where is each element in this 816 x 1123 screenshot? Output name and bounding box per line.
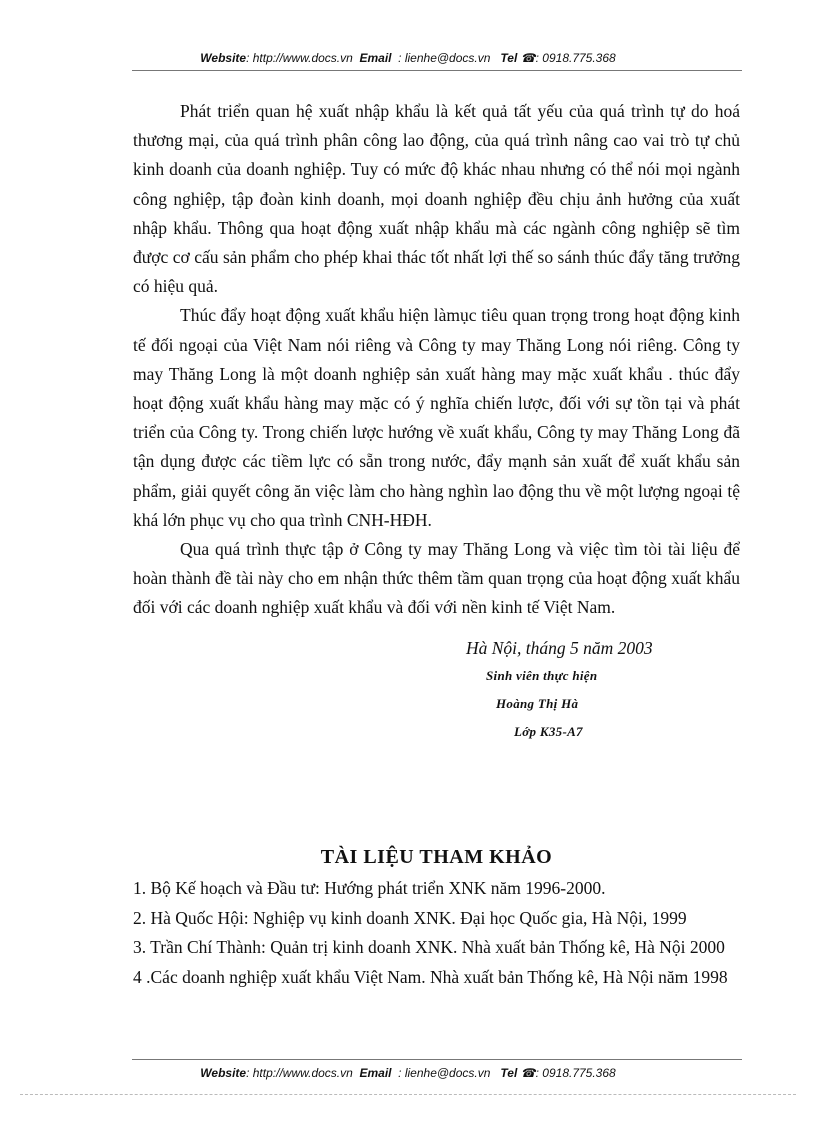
email-link[interactable]: : lienhe@docs.vn: [398, 51, 491, 65]
references-title: TÀI LIỆU THAM KHẢO: [320, 846, 553, 868]
footer-website-link[interactable]: : http://www.docs.vn: [246, 1066, 353, 1080]
page-break-line: [20, 1094, 796, 1095]
signature-role: Sinh viên thực hiện: [486, 668, 598, 683]
website-link[interactable]: : http://www.docs.vn: [246, 51, 353, 65]
reference-item: 2. Hà Quốc Hội: Nghiệp vụ kinh doanh XNK. Đại học Quốc gia, Hà Nội, 1999: [133, 907, 687, 928]
references-list: [133, 874, 740, 992]
tel-value: : 0918.775.368: [535, 51, 616, 65]
footer-email-label: Email: [359, 1066, 392, 1080]
paragraph: Thúc đẩy hoạt động xuất khẩu hiện làmục tiêu quan trọng trong hoạt động kinh tế đối ngoại của Việt Nam nói riêng và Công ty may Thăng Long nói riêng. Công ty may Thăng Long là một doanh nghiệp sản xuất hàng may mặc xuất khẩu . thúc đẩy hoạt động xuất khẩu hàng may mặc có ý nghĩa chiến lược, đối với sự tồn tại và phát triển của Công ty. Trong chiến lược hướng về xuất khẩu, Công ty may Thăng Long đã tận dụng được các tiềm lực có sẵn trong nước, đẩy mạnh sản xuất để xuất khẩu sản phẩm, giải quyết công ăn việc làm cho hàng nghìn lao động thu về một lượng ngoại tệ khá lớn phục vụ cho qua trình CNH-HĐH.: [133, 305, 740, 530]
references-section: [133, 843, 740, 992]
reference-item: 4 .Các doanh nghiệp xuất khẩu Việt Nam. Nhà xuất bản Thống kê, Hà Nội năm 1998: [133, 966, 728, 987]
signature-class: Lớp K35-A7: [514, 724, 583, 739]
footer-website-label: Website: [200, 1066, 247, 1080]
page-header: [0, 51, 816, 65]
signature-date: Hà Nội, tháng 5 năm 2003: [466, 638, 653, 658]
tel-label: Tel: [500, 51, 518, 65]
document-body: [133, 97, 740, 623]
email-label: Email: [359, 51, 392, 65]
phone-icon: ☎: [520, 51, 536, 65]
page-footer: [0, 1066, 816, 1080]
signature-block: [466, 634, 653, 746]
website-label: Website: [200, 51, 247, 65]
footer-email-link[interactable]: : lienhe@docs.vn: [398, 1066, 491, 1080]
footer-phone-icon: ☎: [520, 1066, 536, 1080]
header-rule: [132, 70, 742, 71]
signature-name: Hoàng Thị Hà: [496, 696, 579, 711]
paragraph: Phát triển quan hệ xuất nhập khẩu là kết quả tất yếu của quá trình tự do hoá thương mại, của quá trình phân công lao động, của quá trình nâng cao vai trò tự chủ kinh doanh của doanh nghiệp. Tuy có mức độ khác nhau nhưng có thể nói mọi ngành công nghiệp, tập đoàn kinh doanh, mọi doanh nghiệp đều chịu ảnh hưởng của xuất nhập khẩu. Thông qua hoạt động xuất nhập khẩu mà các ngành công nghiệp sẽ tìm được cơ cấu sản phẩm cho phép khai thác tốt nhất lợi thế so sánh thúc đẩy tăng trưởng có hiệu quả.: [133, 101, 740, 297]
footer-rule: [132, 1059, 742, 1060]
footer-tel-label: Tel: [500, 1066, 518, 1080]
footer-tel-value: : 0918.775.368: [535, 1066, 616, 1080]
reference-item: 3. Trần Chí Thành: Quản trị kinh doanh XNK. Nhà xuất bản Thống kê, Hà Nội 2000: [133, 937, 725, 957]
paragraph: Qua quá trình thực tập ở Công ty may Thăng Long và việc tìm tòi tài liệu để hoàn thành đề tài này cho em nhận thức thêm tầm quan trọng của hoạt động xuất khẩu đối với các doanh nghiệp xuất khẩu và đối với nền kinh tế Việt Nam.: [133, 539, 740, 618]
reference-item: 1. Bộ Kế hoạch và Đầu tư: Hướng phát triển XNK năm 1996-2000.: [133, 878, 606, 898]
